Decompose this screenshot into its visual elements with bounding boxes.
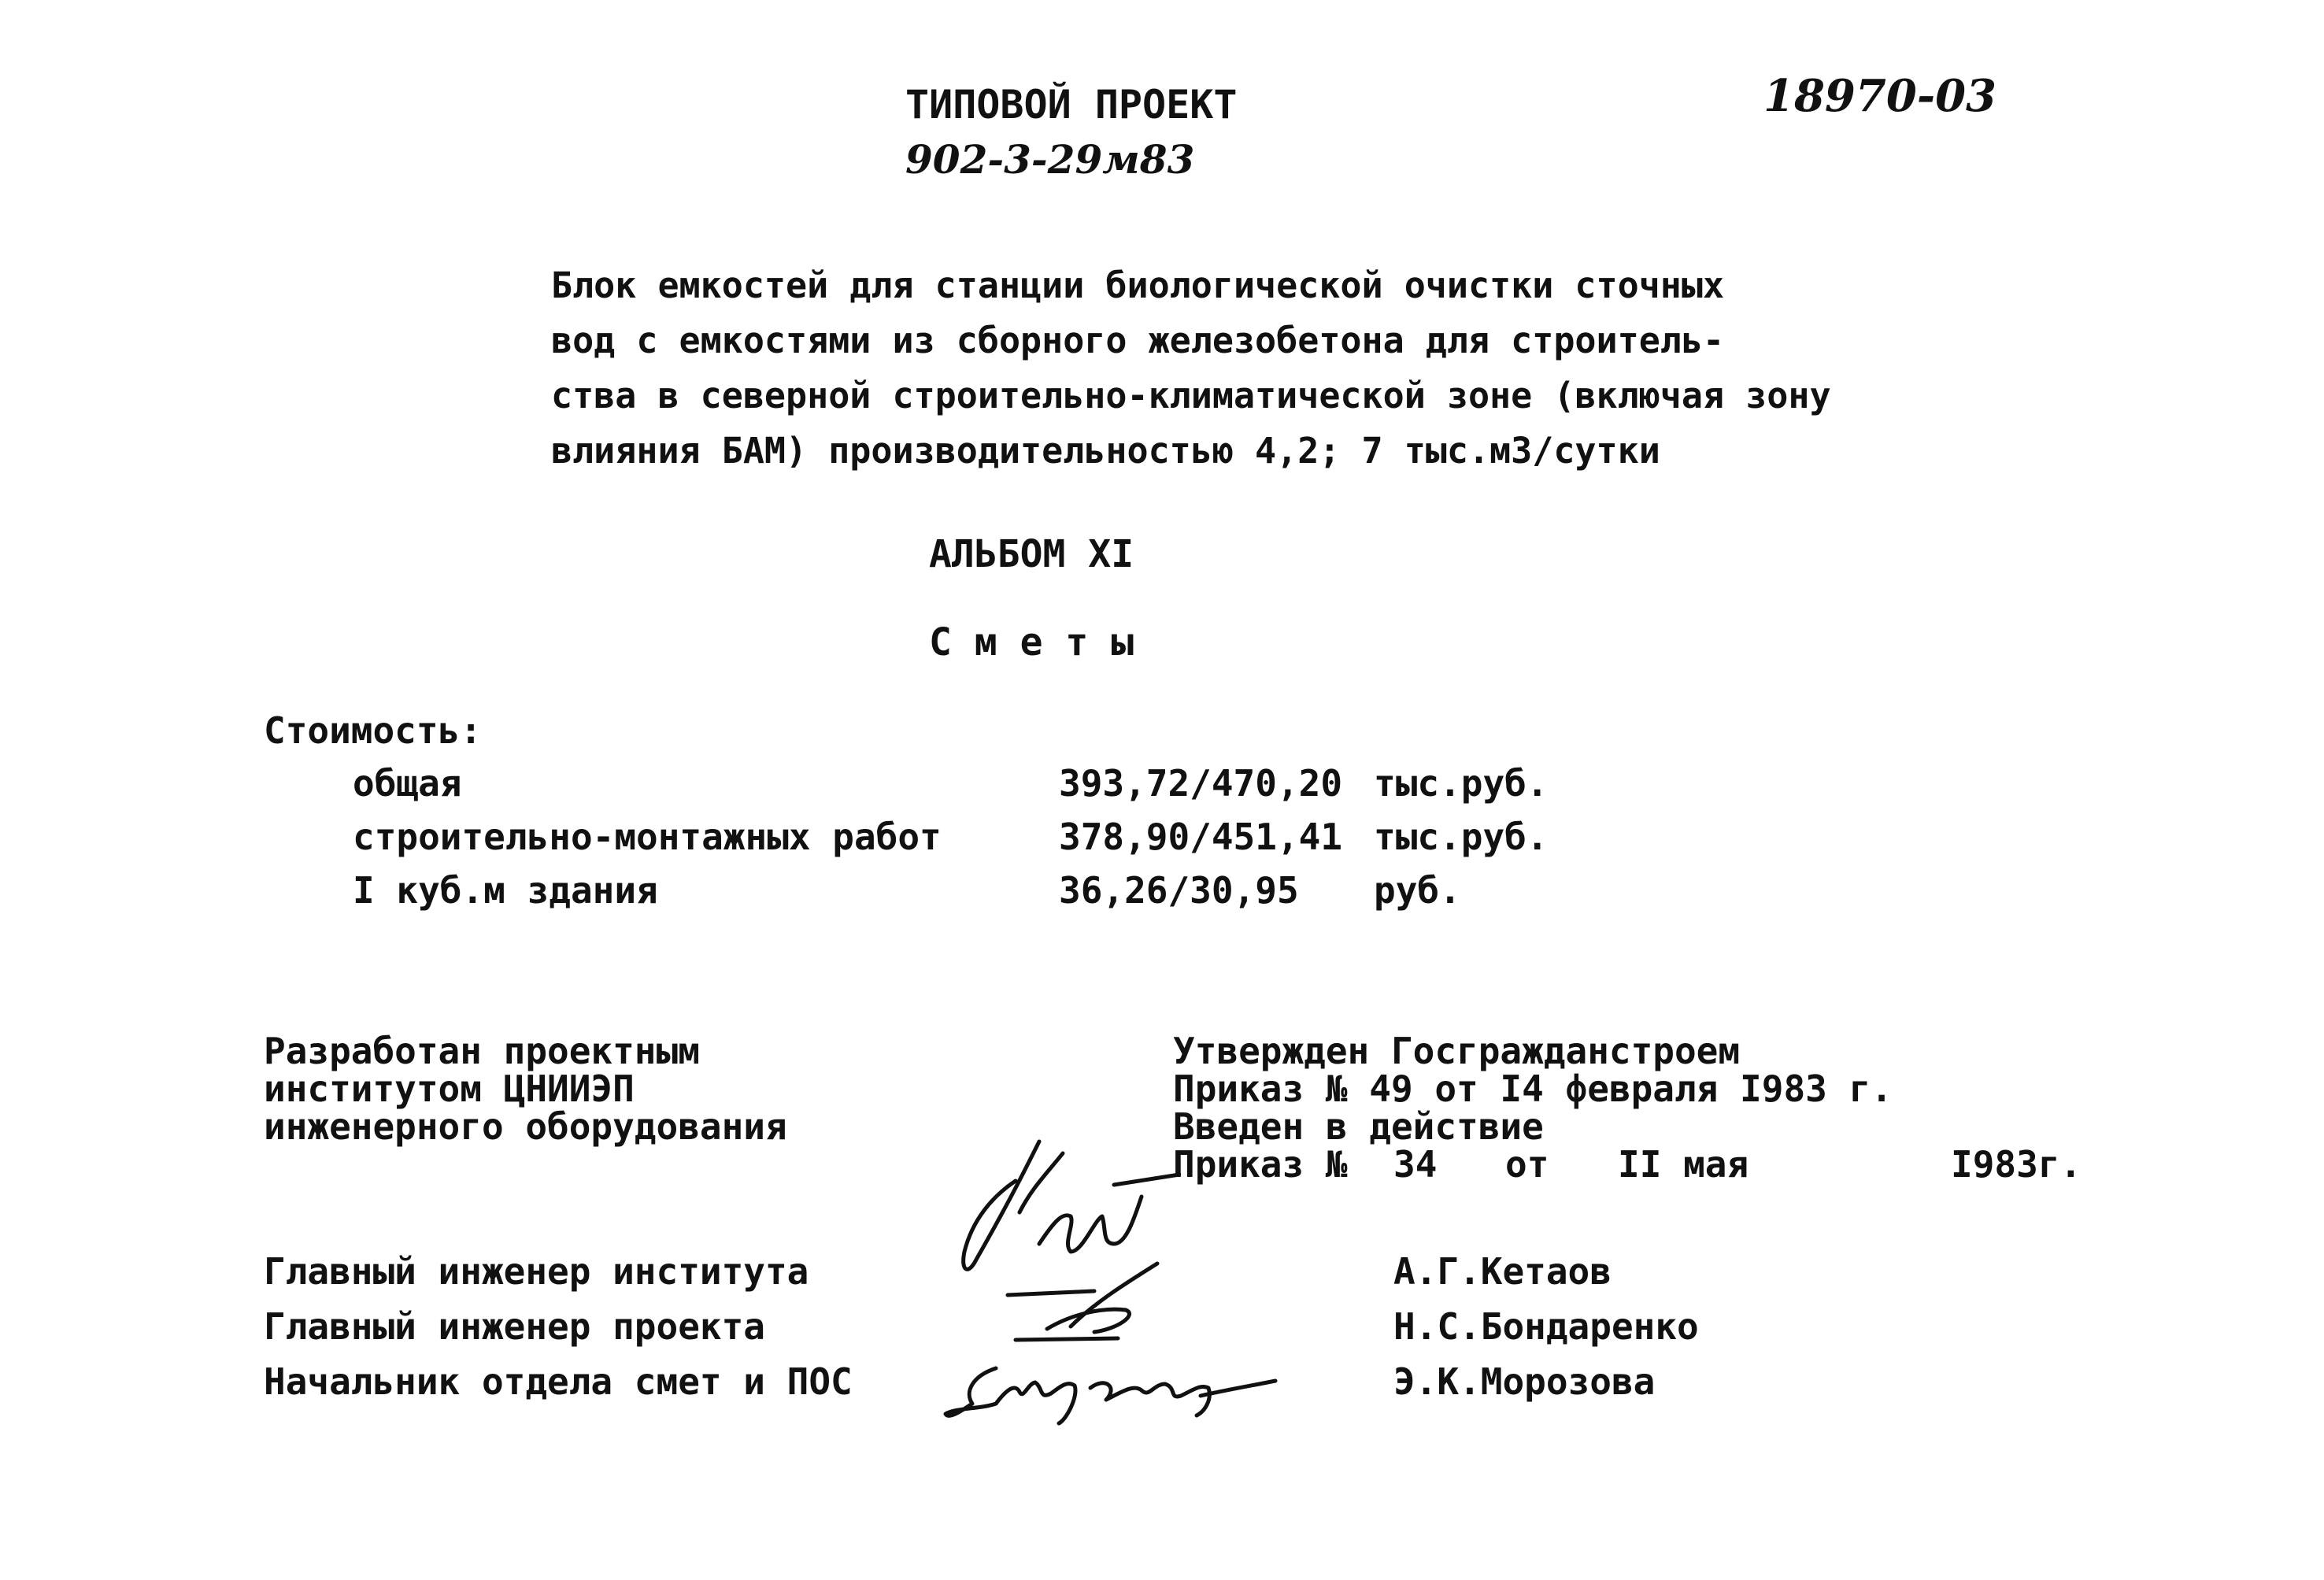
cost-label: строительно-монтажных работ xyxy=(353,816,942,858)
signatory-title: Начальник отдела смет и ПОС xyxy=(264,1360,853,1403)
signatory-title: Главный инженер института xyxy=(264,1250,809,1293)
inventory-number: 18970-03 xyxy=(1763,70,1996,122)
cost-unit: тыс.руб. xyxy=(1374,816,1549,858)
signatory-name: Н.С.Бондаренко xyxy=(1393,1305,1699,1348)
enactment-date: II мая xyxy=(1618,1143,1749,1186)
project-number: 902-3-29м83 xyxy=(905,136,1195,183)
cost-unit: руб. xyxy=(1374,869,1461,912)
cost-heading: Стоимость: xyxy=(264,709,482,752)
cost-label: общая xyxy=(353,762,462,805)
cost-unit: тыс.руб. xyxy=(1374,762,1549,805)
approval-line: Утвержден Госгражданстроем xyxy=(1173,1030,1741,1072)
album-title: АЛЬБОМ XI xyxy=(929,532,1134,576)
album-subject: С м е т ы xyxy=(929,620,1134,664)
developer-line: Разработан проектным xyxy=(264,1030,700,1072)
signature-bondarenko xyxy=(1000,1260,1197,1346)
signatory-title: Главный инженер проекта xyxy=(264,1305,765,1348)
developer-line: инженерного оборудования xyxy=(264,1105,787,1148)
description-line: Блок емкостей для станции биологической очистки сточных xyxy=(551,265,1725,306)
developer-line: институтом ЦНИИЭП xyxy=(264,1068,635,1110)
project-title: ТИПОВОЙ ПРОЕКТ xyxy=(905,82,1238,128)
approval-line: Введен в действие xyxy=(1173,1105,1544,1148)
enactment-label: Приказ № xyxy=(1173,1143,1348,1186)
enactment-from: от xyxy=(1505,1143,1549,1186)
cost-value: 378,90/451,41 xyxy=(1059,816,1343,858)
cost-value: 393,72/470,20 xyxy=(1059,762,1343,805)
approval-line: Приказ № 49 от I4 февраля I983 г. xyxy=(1173,1068,1893,1110)
signature-morozova xyxy=(941,1352,1279,1431)
enactment-year: I983г. xyxy=(1951,1143,2082,1186)
enactment-number: 34 xyxy=(1393,1143,1438,1186)
cost-value: 36,26/30,95 xyxy=(1059,869,1299,912)
signatory-name: Э.К.Морозова xyxy=(1393,1360,1656,1403)
signatory-name: А.Г.Кетаов xyxy=(1393,1250,1612,1293)
description-line: влияния БАМ) производительностью 4,2; 7 тыс.м3/сутки xyxy=(551,430,1660,472)
cost-label: I куб.м здания xyxy=(353,869,658,912)
description-line: ства в северной строительно-климатической зоне (включая зону xyxy=(551,375,1831,416)
description-line: вод с емкостями из сборного железобетона для строитель- xyxy=(551,320,1725,361)
